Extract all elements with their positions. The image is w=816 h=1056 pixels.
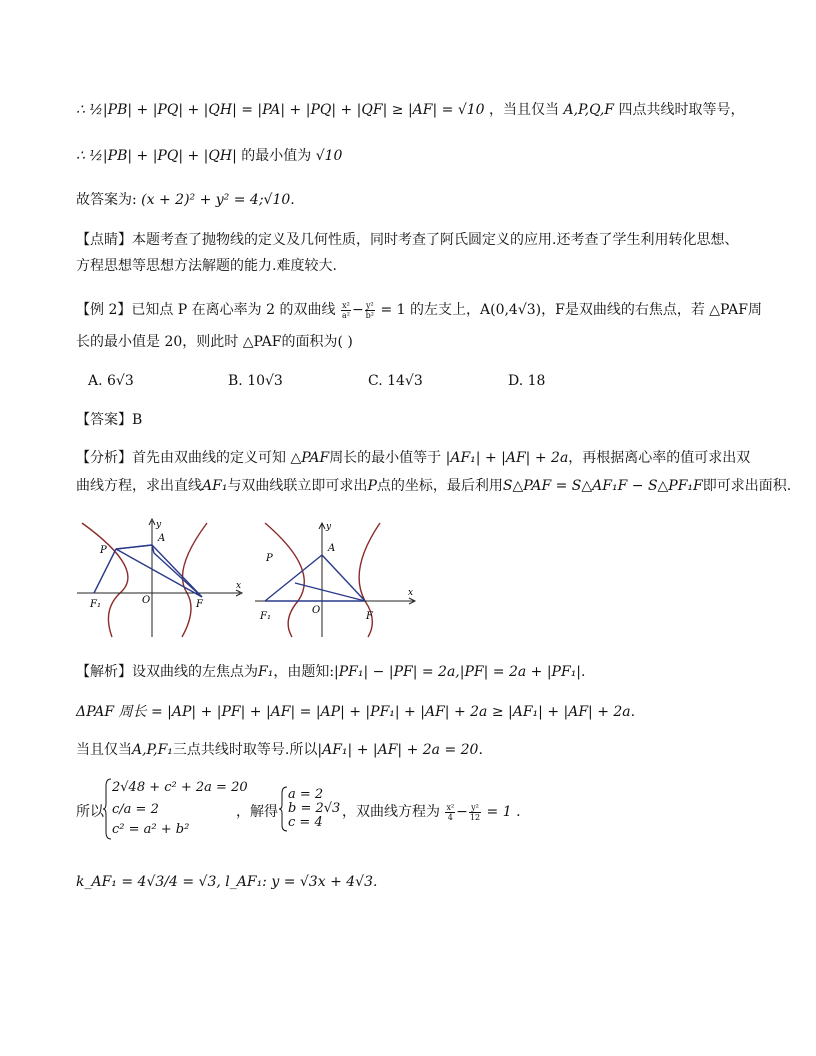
answer-line: 故答案为: (x + 2)² + y² = 4;√10. bbox=[76, 192, 295, 208]
solution-c: c = 4 bbox=[288, 815, 323, 830]
label-F: F bbox=[366, 611, 373, 622]
fraction-y2b2: $\frac{\text{y²}}{\text{b²}}$ bbox=[365, 300, 374, 320]
analysis-line-1: 【分析】首先由双曲线的定义可知 △PAF周长的最小值等于 |AF₁| + |AF| + 2a，再根据离心率的值可求出双 bbox=[76, 450, 751, 466]
jiede-label: ，解得 bbox=[236, 804, 278, 820]
solution-line-2: ΔPAF 周长 = |AP| + |PF| + |AF| = |AP| + |PF₁| + |AF| + 2a ≥ |AF₁| + |AF| + 2a. bbox=[76, 704, 636, 720]
figure-2-hyperbola bbox=[250, 515, 425, 640]
dianjing-line-2: 方程思想等思想方法解题的能力.难度较大. bbox=[76, 258, 337, 274]
system-eq-1: 2√48 + c² + 2a = 20 bbox=[112, 780, 248, 795]
line-1: ∴ ½|PB| + |PQ| + |QH| = |PA| + |PQ| + |QF| ≥ |AF| = √10 ，当且仅当 A,P,Q,F 四点共线时取等号， bbox=[76, 102, 745, 118]
solution-a: a = 2 bbox=[288, 787, 324, 802]
label-A: A bbox=[158, 533, 166, 544]
option-b: B. 10√3 bbox=[228, 373, 283, 389]
example-2-line-1: 【例 2】已知点 P 在离心率为 2 的双曲线 $\frac{\text{x²}}{\text{a²}}$ − $\frac{\text{y²}}{\text{b²}}$ = 1 的左支上，A(0,4√3)，F是双曲线的右焦点，若 △PAF周 bbox=[76, 300, 763, 320]
segment-pa bbox=[116, 545, 152, 549]
option-a: A. 6√3 bbox=[88, 373, 134, 389]
label-O: O bbox=[312, 605, 321, 616]
figure-1-hyperbola bbox=[72, 515, 247, 640]
slope-line: k_AF₁ = 4√3/4 = √3, l_AF₁: y = √3x + 4√3. bbox=[76, 874, 378, 890]
label-O: O bbox=[142, 595, 151, 606]
label-P: P bbox=[266, 553, 273, 564]
fraction-x2a2: $\frac{\text{x²}}{\text{a²}}$ bbox=[341, 300, 350, 320]
solution-b: b = 2√3 bbox=[288, 801, 341, 816]
label-F1: F₁ bbox=[90, 599, 101, 610]
analysis-line-2: 曲线方程，求出直线AF₁与双曲线联立即可求出P点的坐标，最后利用S△PAF = S△AF₁F − S△PF₁F即可求出面积. bbox=[76, 478, 792, 494]
brace-2 bbox=[278, 786, 288, 832]
system-eq-3: c² = a² + b² bbox=[112, 822, 190, 837]
system-eq-2: c/a = 2 bbox=[112, 802, 159, 817]
segment-pf bbox=[295, 583, 365, 601]
solution-line-1: 【解析】设双曲线的左焦点为F₁，由题知:|PF₁| − |PF| = 2a,|PF| = 2a + |PF₁|. bbox=[76, 664, 586, 680]
hyperbola-left-branch bbox=[82, 523, 128, 637]
inequality-expr: ∴ ½|PB| + |PQ| + |QH| = |PA| + |PQ| + |QF| ≥ |AF| = √10 bbox=[76, 102, 485, 118]
label-A: A bbox=[328, 543, 336, 554]
segment-af bbox=[152, 545, 202, 597]
suoyi-label: 所以 bbox=[76, 804, 104, 820]
segment-af1 bbox=[265, 555, 322, 601]
label-F: F bbox=[196, 599, 203, 610]
brace-1 bbox=[102, 778, 112, 840]
label-F1: F₁ bbox=[260, 611, 271, 622]
label-x: x bbox=[408, 588, 414, 598]
option-d: D. 18 bbox=[508, 373, 546, 389]
label-x: x bbox=[236, 581, 242, 591]
line-2: ∴ ½|PB| + |PQ| + |QH| 的最小值为 √10 bbox=[76, 148, 343, 164]
label-y: y bbox=[156, 520, 162, 530]
example-2-line-2: 长的最小值是 20，则此时 △PAF的面积为( ) bbox=[76, 334, 353, 350]
hyperbola-equation: ，双曲线方程为 $\frac{\text{x²}}{4}$ − $\frac{\text{y²}}{12}$ = 1 . bbox=[342, 802, 521, 822]
dianjing-line-1: 【点睛】本题考查了抛物线的定义及几何性质，同时考查了阿氏圆定义的应用.还考查了学生利用转化思想、 bbox=[76, 232, 739, 248]
label-y: y bbox=[326, 522, 332, 532]
option-c: C. 14√3 bbox=[368, 373, 423, 389]
answer-label: 【答案】B bbox=[76, 412, 143, 428]
solution-line-3: 当且仅当A,P,F₁三点共线时取等号.所以|AF₁| + |AF| + 2a = 20. bbox=[76, 742, 483, 758]
label-P: P bbox=[100, 545, 107, 556]
